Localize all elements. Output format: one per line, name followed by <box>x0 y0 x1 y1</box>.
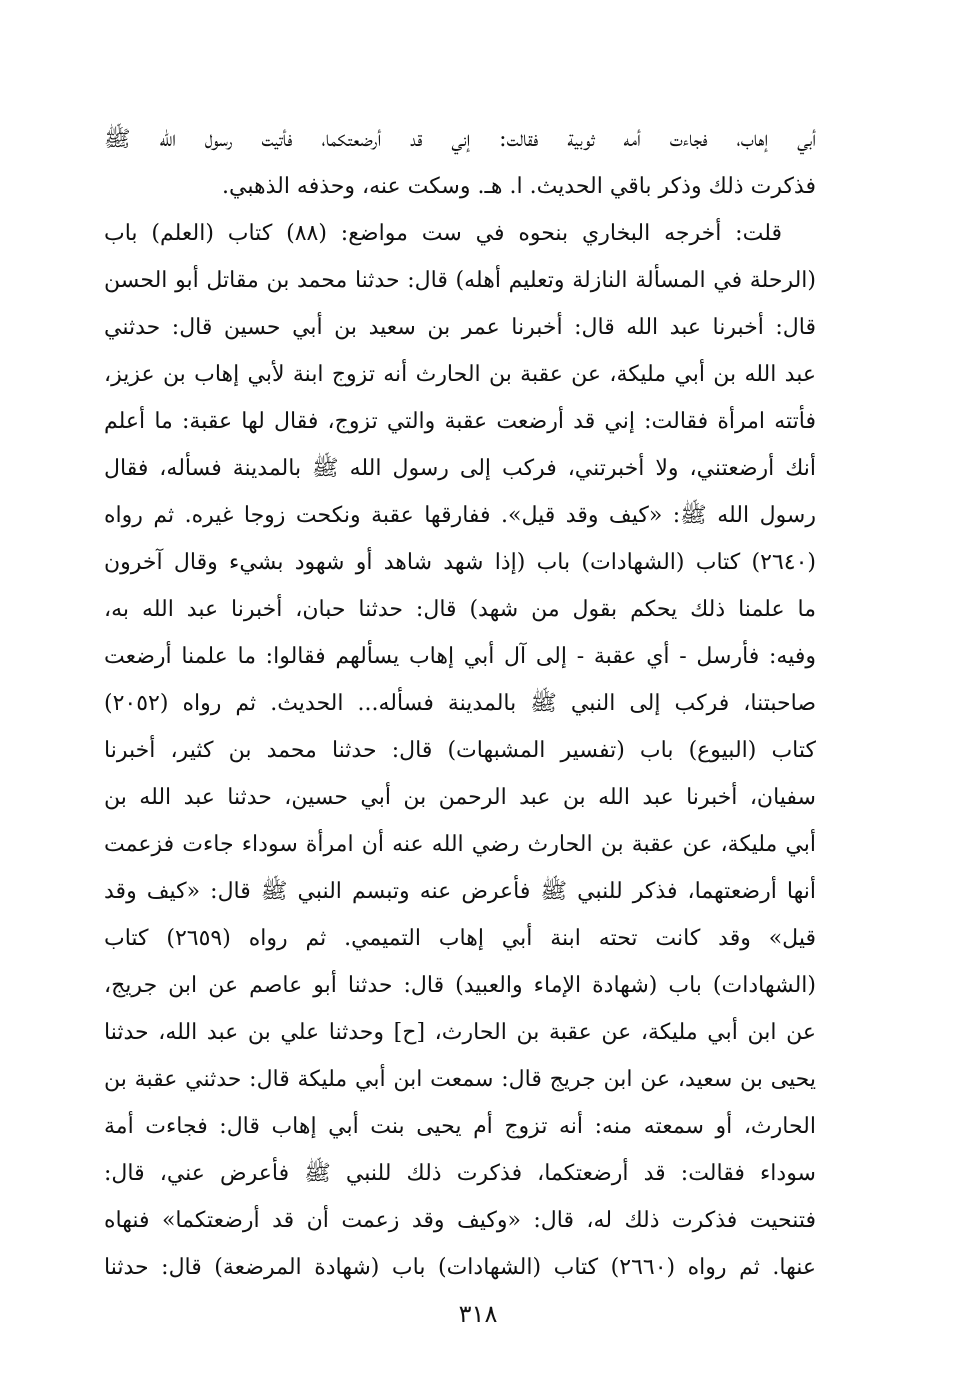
text-line: يحيى بن سعيد، عن ابن جريج قال: سمعت ابن أبي مليكة قال: حدثني عقبة بن <box>104 1067 816 1092</box>
text-line: أنها أرضعتهما، فذكر للنبي ﷺ فأعرض عنه وتبسم النبي ﷺ قال: «كيف وقد <box>104 879 816 904</box>
text-line: صاحبتنا، فركب إلى النبي ﷺ بالمدينة فسأله... الحديث. ثم رواه (٢٠٥٢) <box>104 691 816 716</box>
text-line: قيل» وقد كانت تحته ابنة أبي إهاب التميمي. ثم رواه (٢٦٥٩) كتاب <box>104 926 816 951</box>
text-line: فذكرت ذلك وذكر باقي الحديث. ا. هـ. وسكت عنه، وحذفه الذهبي. <box>222 174 816 199</box>
text-line: سوداء فقالت: قد أرضعتكما، فذكرت ذلك للنبي ﷺ فأعرض عني، قال: <box>104 1161 816 1186</box>
text-line: سفيان، أخبرنا عبد الله بن عبد الرحمن بن أبي حسين، حدثنا عبد الله بن <box>104 785 816 810</box>
text-line: ما علمنا ذلك يحكم بقول من شهد) قال: حدثنا حبان، أخبرنا عبد الله به، <box>104 597 816 622</box>
text-line: (الشهادات) باب (شهادة الإماء والعبيد) قال: حدثنا أبو عاصم عن ابن جريج، <box>104 973 816 998</box>
text-line: قال: أخبرنا عبد الله قال: أخبرنا عمر بن سعيد بن أبي حسين قال: حدثني <box>104 315 816 340</box>
text-line: أنك أرضعتني، ولا أخبرتني، فركب إلى رسول الله ﷺ بالمدينة فسأله، فقال <box>104 456 816 481</box>
text-line: أبي مليكة، عن عقبة بن الحارث رضي الله عنه أن امرأة سوداء جاءت فزعمت <box>104 832 816 857</box>
text-line: فأتته امرأة فقالت: إني قد أرضعت عقبة والتي تزوج، فقال لها عقبة: ما أعلم <box>104 409 816 434</box>
text-line: (٢٦٤٠) كتاب (الشهادات) باب (إذا شهد شاهد أو شهود بشيء وقال آخرون <box>104 550 816 575</box>
text-line: أبي إهاب، فجاءت أمه ثوبية فقالت: إني قد أرضعتكما، فأتيت رسول الله ﷺ <box>104 127 816 152</box>
text-line: وفيه: فأرسل - أي عقبة - إلى آل أبي إهاب يسألهم فقالوا: ما علمنا أرضعت <box>104 644 816 669</box>
text-line: عن ابن أبي مليكة، عن عقبة بن الحارث، [ح] وحدثنا علي بن عبد الله، حدثنا <box>104 1020 816 1045</box>
text-line: رسول الله ﷺ: «كيف وقد قيل». ففارقها عقبة ونكحت زوجا غيره. ثم رواه <box>104 503 816 528</box>
text-line: (الرحلة في المسألة النازلة وتعليم أهله) قال: حدثنا محمد بن مقاتل أبو الحسن <box>104 268 816 293</box>
text-line: قلت: أخرجه البخاري بنحوه في ست مواضع: (٨٨) كتاب (العلم) باب <box>104 221 782 246</box>
text-line: الحارث، أو سمعته منه: أنه تزوج أم يحيى بنت أبي إهاب قال: فجاءت أمة <box>104 1114 816 1139</box>
text-line: عبد الله بن أبي مليكة، عن عقبة بن الحارث أنه تزوج ابنة لأبي إهاب بن عزيز، <box>104 362 816 387</box>
text-line: فتنحيت فذكرت ذلك له، قال: «وكيف وقد زعمت أن قد أرضعتكما» فنهاه <box>104 1208 816 1233</box>
text-line: عنها. ثم رواه (٢٦٦٠) كتاب (الشهادات) باب (شهادة المرضعة) قال: حدثنا <box>104 1255 816 1280</box>
page-number: ٣١٨ <box>458 1300 498 1328</box>
body-text <box>104 116 816 1291</box>
text-line: كتاب (البيوع) باب (تفسير المشبهات) قال: حدثنا محمد بن كثير، أخبرنا <box>104 738 816 763</box>
